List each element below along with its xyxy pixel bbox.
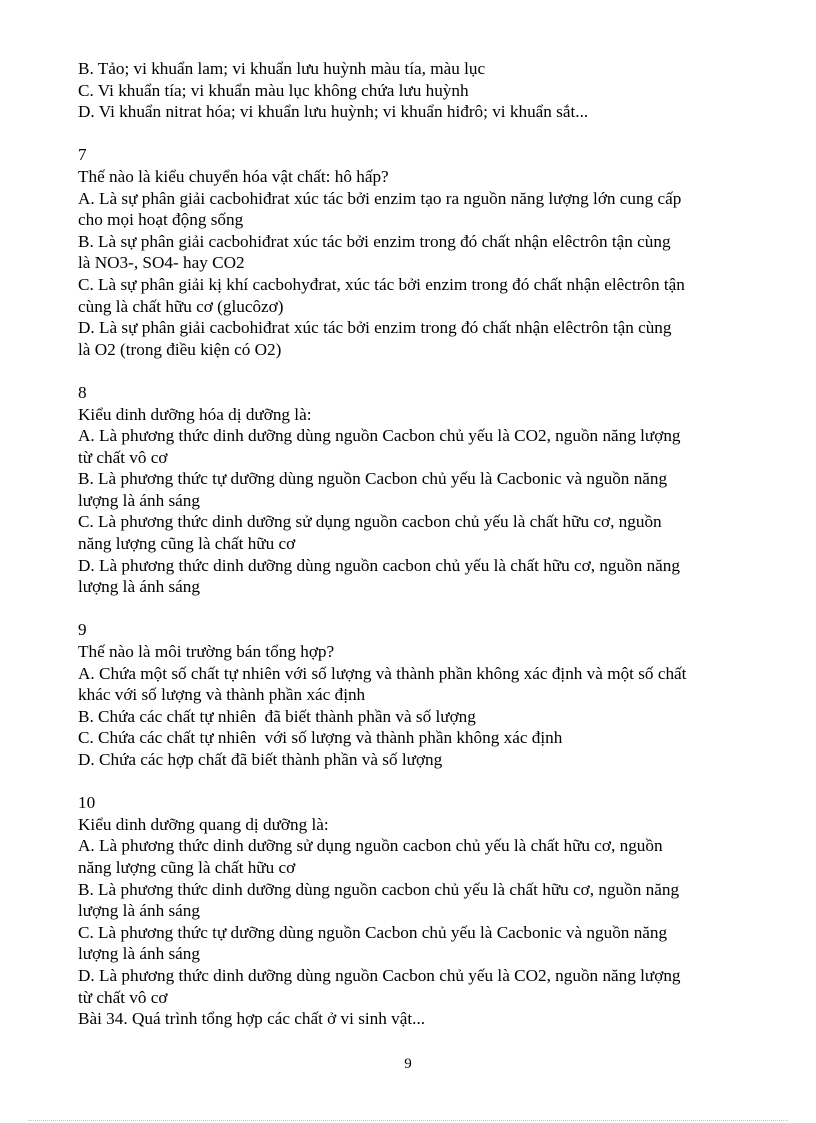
page-bottom-divider	[28, 1120, 788, 1121]
question-8	[78, 382, 768, 598]
section-heading: Bài 34. Quá trình tổng hợp các chất ở vi sinh vật...	[78, 1009, 426, 1029]
option-line: khác với số lượng và thành phần xác định	[78, 685, 366, 705]
spacer	[78, 598, 768, 620]
question-stem: Kiểu dinh dưỡng hóa dị dưỡng là:	[78, 404, 312, 424]
option-line: lượng là ánh sáng	[78, 944, 200, 964]
question-9	[78, 619, 768, 770]
question-7	[78, 144, 768, 360]
option-line: B. Tảo; vi khuẩn lam; vi khuẩn lưu huỳnh màu tía, màu lục	[78, 59, 486, 78]
question-number: 7	[78, 145, 87, 165]
option-line: từ chất vô cơ	[78, 447, 168, 467]
option-line: năng lượng cũng là chất hữu cơ	[78, 857, 296, 877]
option-line: C. Vi khuẩn tía; vi khuẩn màu lục không chứa lưu huỳnh	[78, 80, 469, 100]
option-line: D. Là phương thức dinh dưỡng dùng nguồn Cacbon chủ yếu là CO2, nguồn năng lượng	[78, 965, 681, 985]
option-line: A. Là phương thức dinh dưỡng dùng nguồn Cacbon chủ yếu là CO2, nguồn năng lượng	[78, 426, 681, 446]
option-line: A. Là sự phân giải cacbohiđrat xúc tác bởi enzim tạo ra nguồn năng lượng lớn cung cấp	[78, 188, 682, 208]
option-line: B. Là phương thức dinh dưỡng dùng nguồn cacbon chủ yếu là chất hữu cơ, nguồn năng	[78, 879, 680, 899]
option-line: C. Chứa các chất tự nhiên với số lượng và thành phần không xác định	[78, 728, 563, 748]
question-10	[78, 792, 768, 1008]
option-line: C. Là phương thức tự dưỡng dùng nguồn Cacbon chủ yếu là Cacbonic và nguồn năng	[78, 922, 668, 942]
option-line: C. Là phương thức dinh dưỡng sử dụng nguồn cacbon chủ yếu là chất hữu cơ, nguồn	[78, 512, 662, 532]
spacer	[78, 771, 768, 793]
question-stem: Thế nào là môi trường bán tổng hợp?	[78, 642, 335, 662]
option-line: A. Là phương thức dinh dưỡng sử dụng nguồn cacbon chủ yếu là chất hữu cơ, nguồn	[78, 836, 663, 856]
question-stem: Kiểu dinh dưỡng quang dị dưỡng là:	[78, 814, 329, 834]
lead-options	[78, 58, 768, 123]
option-line: từ chất vô cơ	[78, 987, 168, 1007]
option-line: lượng là ánh sáng	[78, 577, 200, 597]
option-line: D. Vi khuẩn nitrat hóa; vi khuẩn lưu huỳnh; vi khuẩn hiđrô; vi khuẩn sắt...	[78, 102, 589, 122]
option-line: D. Là phương thức dinh dưỡng dùng nguồn cacbon chủ yếu là chất hữu cơ, nguồn năng	[78, 555, 680, 575]
option-line: năng lượng cũng là chất hữu cơ	[78, 534, 296, 554]
option-line: D. Chứa các hợp chất đã biết thành phần và số lượng	[78, 750, 443, 769]
option-line: là NO3-, SO4- hay CO2	[78, 253, 245, 273]
option-line: cùng là chất hữu cơ (glucôzơ)	[78, 296, 284, 316]
option-line: B. Chứa các chất tự nhiên đã biết thành phần và số lượng	[78, 706, 476, 726]
spacer	[78, 360, 768, 382]
question-number: 8	[78, 382, 87, 402]
option-line: B. Là phương thức tự dưỡng dùng nguồn Cacbon chủ yếu là Cacbonic và nguồn năng	[78, 469, 668, 489]
option-line: B. Là sự phân giải cacbohiđrat xúc tác bởi enzim trong đó chất nhận elêctrôn tận cùng	[78, 231, 671, 251]
option-line: là O2 (trong điều kiện có O2)	[78, 339, 282, 359]
page-number: 9	[404, 1056, 412, 1072]
page-content	[78, 58, 768, 1030]
option-line: D. Là sự phân giải cacbohiđrat xúc tác bởi enzim trong đó chất nhận elêctrôn tận cùng	[78, 318, 672, 338]
option-line: A. Chứa một số chất tự nhiên với số lượng và thành phần không xác định và một số chất	[78, 663, 687, 683]
option-line: cho mọi hoạt động sống	[78, 210, 244, 230]
question-stem: Thế nào là kiểu chuyển hóa vật chất: hô hấp?	[78, 166, 389, 186]
option-line: lượng là ánh sáng	[78, 901, 200, 921]
option-line: C. Là sự phân giải kị khí cacbohyđrat, xúc tác bởi enzim trong đó chất nhận elêctrôn tận	[78, 274, 685, 294]
question-number: 9	[78, 620, 87, 640]
option-line: lượng là ánh sáng	[78, 490, 200, 510]
spacer	[78, 123, 768, 145]
question-number: 10	[78, 793, 96, 813]
